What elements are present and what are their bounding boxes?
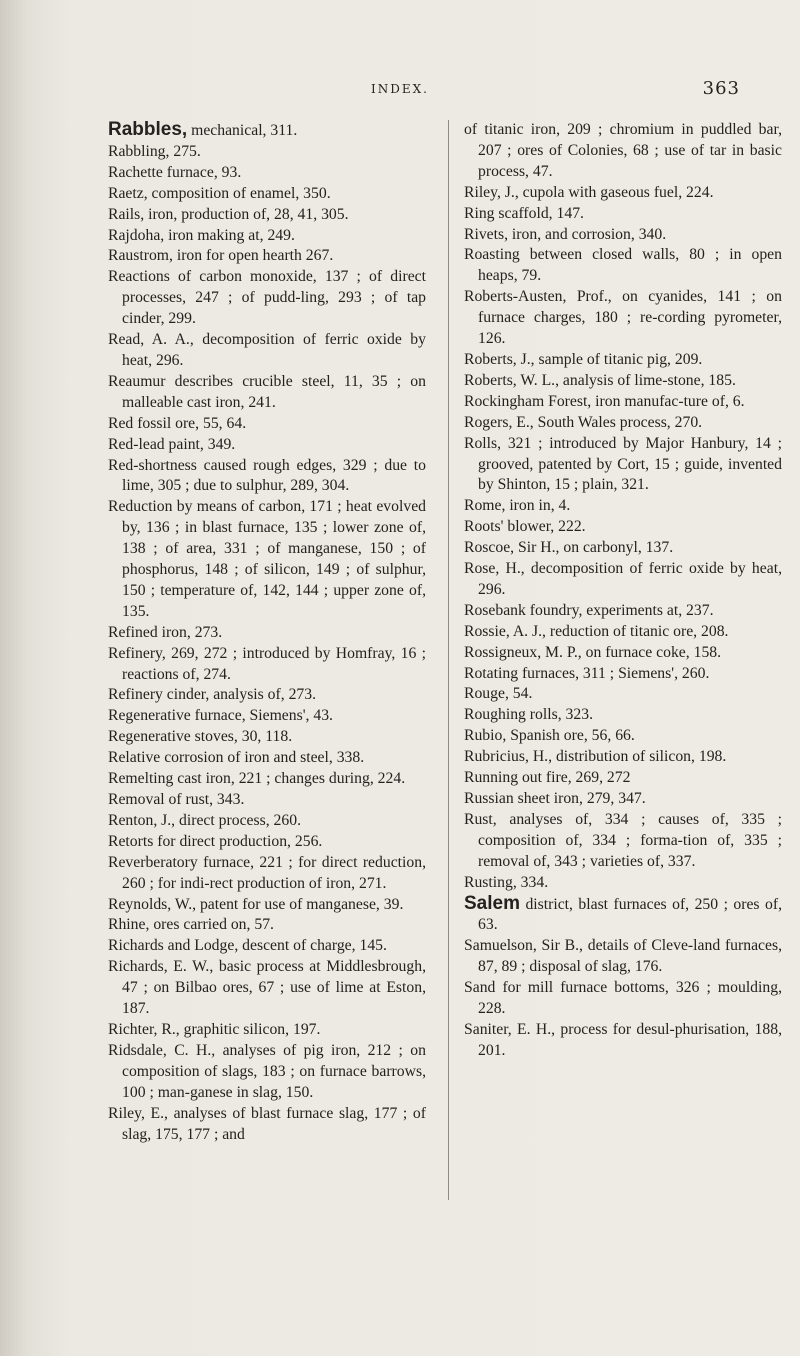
index-entry-text: Rome, iron in, 4. (464, 497, 571, 515)
running-title: INDEX. (371, 82, 429, 96)
index-entry-text: Rossie, A. J., reduction of titanic ore, 208. (464, 622, 729, 640)
index-entry (464, 225, 782, 246)
index-entry-text: Running out fire, 269, 272 (464, 769, 631, 787)
index-entry-text: Roscoe, Sir H., on carbonyl, 137. (464, 539, 674, 557)
index-entry (464, 1020, 782, 1062)
index-entry-text: Retorts for direct production, 256. (108, 832, 323, 850)
index-entry-text: Refined iron, 273. (108, 623, 223, 641)
index-entry-text: Rajdoha, iron making at, 249. (108, 226, 295, 244)
column-divider (448, 120, 449, 1200)
index-entry-text: Refinery cinder, analysis of, 273. (108, 686, 317, 704)
index-entry (108, 853, 426, 895)
index-entry-text: Rubricius, H., distribution of silicon, 198. (464, 748, 727, 766)
index-entry (108, 1041, 426, 1104)
index-entry-text: Rosebank foundry, experiments at, 237. (464, 601, 714, 619)
index-entry (464, 392, 782, 413)
index-entry-text: Read, A. A., decomposition of ferric oxide by heat, 296. (108, 331, 426, 369)
index-entry-text: Samuelson, Sir B., details of Cleve-land furnaces, 87, 89 ; disposal of slag, 176. (464, 937, 782, 976)
index-entry-text: Rossigneux, M. P., on furnace coke, 158. (464, 643, 722, 661)
index-entry-text: district, blast furnaces of, 250 ; ores of, 63. (478, 895, 782, 934)
index-entry-text: Rabbling, 275. (108, 142, 201, 160)
index-entry (108, 205, 426, 226)
index-entry-text: Ring scaffold, 147. (464, 204, 584, 222)
index-entry-text: Reverberatory furnace, 221 ; for direct reduction, 260 ; for indi-rect production of iron, 271. (108, 853, 426, 892)
index-entry-text: Removal of rust, 343. (108, 791, 245, 808)
index-entry-text: Roberts, J., sample of titanic pig, 209. (464, 350, 703, 368)
index-entry-text: Roasting between closed walls, 80 ; in open heaps, 79. (464, 246, 782, 285)
index-entry-text: Roughing rolls, 323. (464, 706, 593, 724)
index-entry (108, 895, 426, 916)
index-entry (108, 246, 426, 267)
index-entry (108, 957, 426, 1020)
index-entry-text: Richards, E. W., basic process at Middlesbrough, 47 ; on Bilbao ores, 67 ; use of lime at Eston, 187. (108, 958, 426, 1018)
index-entry-text: Richter, R., graphitic silicon, 197. (108, 1020, 321, 1038)
letter-section-lead: Salem (464, 892, 520, 914)
index-entry (464, 705, 782, 726)
index-entry-text: Red-lead paint, 349. (108, 435, 236, 453)
index-entry (108, 727, 426, 748)
index-entry-text: Rolls, 321 ; introduced by Major Hanbury, 14 ; grooved, patented by Cort, 15 ; guide, invented by Shinton, 15 ; plain, 321. (464, 434, 782, 494)
index-entry (108, 497, 426, 622)
index-entry (464, 517, 782, 538)
index-entry-text: Rhine, ores carried on, 57. (108, 916, 274, 934)
index-entry (464, 350, 782, 371)
index-entry (108, 1104, 426, 1146)
index-entry (464, 643, 782, 664)
running-head (0, 78, 800, 102)
index-entry (464, 434, 782, 497)
index-entry (108, 832, 426, 853)
index-entry-text: Sand for mill furnace bottoms, 326 ; moulding, 228. (464, 979, 782, 1018)
index-entry-text: Raetz, composition of enamel, 350. (108, 184, 331, 202)
index-entry (464, 768, 782, 789)
index-entry-text: Rockingham Forest, iron manufac-ture of, 6. (464, 392, 745, 410)
index-entry (464, 894, 782, 937)
index-entry (464, 978, 782, 1020)
index-entry-text: Saniter, E. H., process for desul-phurisation, 188, 201. (464, 1020, 782, 1059)
index-entry-text: Relative corrosion of iron and steel, 338. (108, 749, 365, 767)
index-entry-text: Refinery, 269, 272 ; introduced by Homfray, 16 ; reactions of, 274. (108, 644, 426, 683)
index-entry-text: Riley, E., analyses of blast furnace slag, 177 ; of slag, 175, 177 ; and (108, 1104, 426, 1143)
index-entry-text: Reynolds, W., patent for use of manganese, 39. (108, 895, 404, 913)
index-entry-text: Roberts-Austen, Prof., on cyanides, 141 ; on furnace charges, 180 ; re-cording pyrometer, 126. (464, 288, 782, 348)
index-entry-text: mechanical, 311. (187, 122, 298, 139)
index-entry-text: Rouge, 54. (464, 685, 533, 703)
index-entry (108, 769, 426, 790)
index-entry (464, 245, 782, 287)
index-entry-text: Rachette furnace, 93. (108, 163, 242, 181)
index-entry-text: Rotating furnaces, 311 ; Siemens', 260. (464, 664, 710, 682)
index-entry (108, 414, 426, 435)
index-entry-text: Rivets, iron, and corrosion, 340. (464, 225, 667, 243)
index-entry (108, 226, 426, 247)
index-entry-text: Reaumur describes crucible steel, 11, 35 ; on malleable cast iron, 241. (108, 372, 426, 411)
index-entry-text: Richards and Lodge, descent of charge, 145. (108, 937, 387, 955)
index-entry-text: Regenerative furnace, Siemens', 43. (108, 707, 333, 725)
index-entry (108, 623, 426, 644)
index-entry-text: Renton, J., direct process, 260. (108, 811, 302, 829)
index-entry (108, 330, 426, 372)
index-entry (108, 915, 426, 936)
index-entry (108, 1020, 426, 1041)
index-entry-text: Red fossil ore, 55, 64. (108, 414, 247, 432)
index-entry-text: Rogers, E., South Wales process, 270. (464, 413, 703, 431)
index-column-right (464, 120, 782, 1062)
index-entry (464, 371, 782, 392)
index-entry-text: Roots' blower, 222. (464, 518, 586, 536)
index-entry (108, 372, 426, 414)
index-entry (464, 204, 782, 225)
index-entry (464, 413, 782, 434)
index-entry (464, 810, 782, 873)
index-entry-text: of titanic iron, 209 ; chromium in puddled bar, 207 ; ores of Colonies, 68 ; use of tar in basic process, 47. (464, 121, 782, 180)
index-entry-text: Raustrom, iron for open hearth 267. (108, 247, 334, 265)
index-entry (108, 685, 426, 706)
index-entry-text: Regenerative stoves, 30, 118. (108, 728, 293, 746)
index-entry (108, 644, 426, 686)
index-entry (464, 559, 782, 601)
index-entry (464, 726, 782, 747)
index-entry-text: Rust, analyses of, 334 ; causes of, 335 ; composition of, 334 ; forma-tion of, 335 ; removal of, 343 ; varieties of, 337. (464, 810, 782, 870)
index-entry-text: Riley, J., cupola with gaseous fuel, 224. (464, 183, 714, 201)
index-entry-text: Roberts, W. L., analysis of lime-stone, 185. (464, 371, 736, 389)
index-entry-text: Rubio, Spanish ore, 56, 66. (464, 727, 635, 745)
index-entry (108, 456, 426, 498)
index-entry (464, 183, 782, 204)
index-entry (108, 811, 426, 832)
index-entry (464, 287, 782, 350)
index-entry (464, 601, 782, 622)
index-entry-text: Ridsdale, C. H., analyses of pig iron, 212 ; on composition of slags, 183 ; on furnace barrows, 100 ; man-ganese in slag, 150. (108, 1041, 426, 1101)
index-entry-text: Red-shortness caused rough edges, 329 ; due to lime, 305 ; due to sulphur, 289, 304. (108, 456, 426, 495)
index-entry (464, 496, 782, 517)
index-entry-text: Rails, iron, production of, 28, 41, 305. (108, 205, 349, 223)
index-entry (464, 747, 782, 768)
index-entry (464, 873, 782, 894)
index-entry (108, 120, 426, 142)
index-entry (464, 789, 782, 810)
index-entry (464, 622, 782, 643)
index-entry (108, 184, 426, 205)
index-entry-text: Russian sheet iron, 279, 347. (464, 790, 646, 807)
index-entry-text: Rose, H., decomposition of ferric oxide by heat, 296. (464, 560, 782, 598)
index-entry-text: Reduction by means of carbon, 171 ; heat evolved by, 136 ; in blast furnace, 135 ; lower zone of, 138 ; of area, 331 ; of manganese, 150 ; of phosphorus, 148 ; of silicon, 149 ; of sulphur, 150 ; temperature of, 142, 144 ; upper zone of, 135. (108, 498, 426, 620)
index-entry (108, 435, 426, 456)
letter-section-lead: Rabbles, (108, 119, 188, 140)
index-entry (108, 163, 426, 184)
index-entry (108, 790, 426, 811)
index-entry (108, 748, 426, 769)
index-entry (464, 538, 782, 559)
index-entry (464, 120, 782, 183)
index-column-left (108, 120, 426, 1145)
index-entry-text: Rusting, 334. (464, 873, 549, 891)
index-entry (108, 142, 426, 163)
index-entry (464, 684, 782, 705)
index-entry (108, 706, 426, 727)
index-entry-text: Reactions of carbon monoxide, 137 ; of direct processes, 247 ; of pudd-ling, 293 ; of tap cinder, 299. (108, 268, 426, 328)
index-entry-text: Remelting cast iron, 221 ; changes during, 224. (108, 770, 406, 788)
index-entry (464, 936, 782, 978)
page-number: 363 (702, 78, 740, 99)
index-entry (108, 936, 426, 957)
index-entry (108, 267, 426, 330)
index-entry (464, 664, 782, 685)
